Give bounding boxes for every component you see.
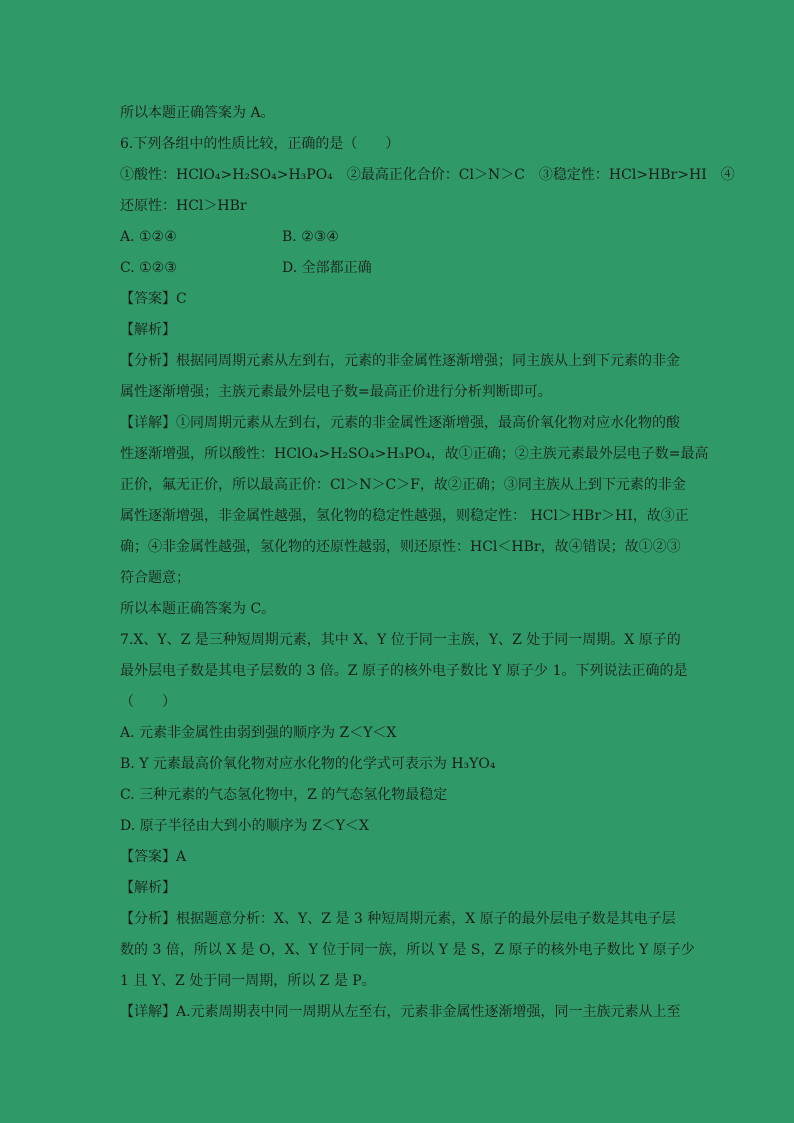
text-line: 1 且 Y、Z 处于同一周期，所以 Z 是 P。 — [120, 973, 376, 989]
q7-option-c: C. 三种元素的气态氢化物中，Z 的气态氢化物最稳定 — [120, 787, 448, 803]
answer-label: 【答案】C — [120, 291, 187, 307]
q6-option-c: C. ①②③ — [120, 260, 177, 276]
analysis-label: 【解析】 — [120, 322, 176, 338]
text-line: 【分析】根据同周期元素从左到右，元素的非金属性逐渐增强；同主族从上到下元素的非金 — [120, 353, 680, 369]
q6-option-b: B. ②③④ — [282, 229, 339, 245]
text-line: 数的 3 倍，所以 X 是 O，X、Y 位于同一族，所以 Y 是 S，Z 原子的核外电子数比 Y 原子少 — [120, 942, 695, 958]
question-7-stem: 7.X、Y、Z 是三种短周期元素，其中 X、Y 位于同一主族，Y、Z 处于同一周期。X 原子的 — [120, 632, 681, 648]
q7-option-a: A. 元素非金属性由弱到强的顺序为 Z＜Y＜X — [120, 725, 397, 741]
question-6-stem: 6.下列各组中的性质比较，正确的是（ ） — [120, 136, 400, 152]
q7-option-b: B. Y 元素最高价氧化物对应水化物的化学式可表示为 H₃YO₄ — [120, 756, 496, 772]
text-line: 正价，氟无正价，所以最高正价：Cl＞N＞C＞F，故②正确；③同主族从上到下元素的非金 — [120, 477, 686, 493]
text-line: 属性逐渐增强；主族元素最外层电子数=最高正价进行分析判断即可。 — [120, 384, 552, 400]
q6-option-d: D. 全部都正确 — [282, 260, 372, 276]
answer-label: 【答案】A — [120, 849, 187, 865]
text-line: 性逐渐增强，所以酸性：HClO₄>H₂SO₄>H₃PO₄，故①正确；②主族元素最外层电子数=最高 — [120, 446, 709, 462]
text-line: （ ） — [120, 694, 176, 710]
text-line: 【分析】根据题意分析：X、Y、Z 是 3 种短周期元素，X 原子的最外层电子数是其电子层 — [120, 911, 676, 927]
text-line: 所以本题正确答案为 A。 — [120, 105, 275, 121]
q6-option-a: A. ①②④ — [120, 229, 177, 245]
text-line: 最外层电子数是其电子层数的 3 倍。Z 原子的核外电子数比 Y 原子少 1。下列说法正确的是 — [120, 663, 688, 679]
analysis-label: 【解析】 — [120, 880, 176, 896]
text-line: 确；④非金属性越强，氢化物的还原性越弱，则还原性：HCl＜HBr，故④错误；故①②③ — [120, 539, 681, 555]
text-line: 所以本题正确答案为 C。 — [120, 601, 276, 617]
text-line: ①酸性：HClO₄>H₂SO₄>H₃PO₄ ②最高正化合价：Cl＞N＞C ③稳定性：HCl>HBr>HI ④ — [120, 167, 735, 183]
text-line: 【详解】①同周期元素从左到右，元素的非金属性逐渐增强，最高价氧化物对应水化物的酸 — [120, 415, 680, 431]
text-line: 属性逐渐增强，非金属性越强，氢化物的稳定性越强，则稳定性： HCl＞HBr＞HI，故③正 — [120, 508, 689, 524]
q7-option-d: D. 原子半径由大到小的顺序为 Z＜Y＜X — [120, 818, 370, 834]
text-line: 符合题意； — [120, 570, 190, 586]
text-line: 【详解】A.元素周期表中同一周期从左至右，元素非金属性逐渐增强，同一主族元素从上至 — [120, 1004, 681, 1020]
text-line: 还原性：HCl＞HBr — [120, 198, 247, 214]
